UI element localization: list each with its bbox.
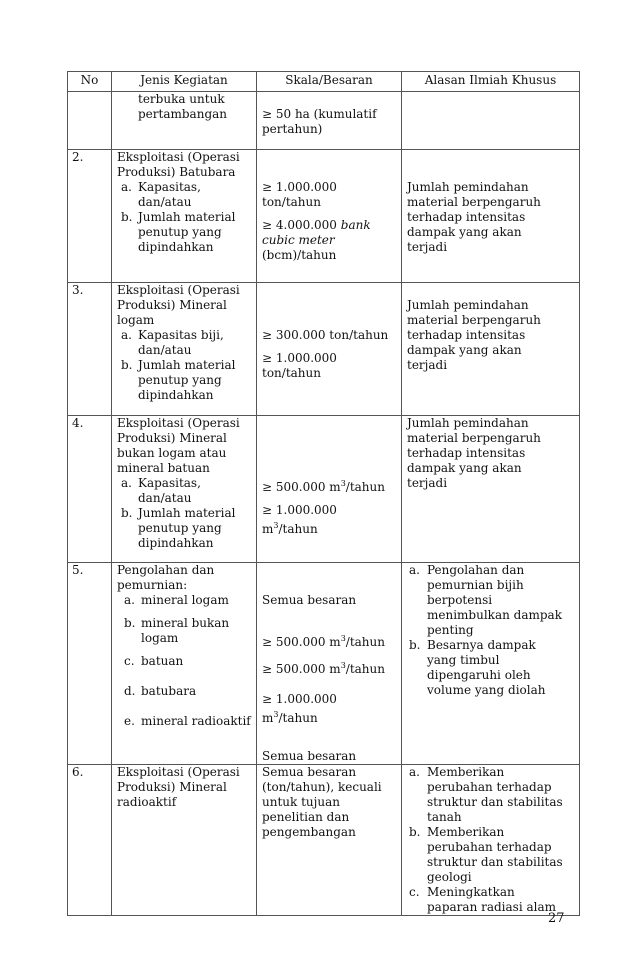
row-number: 2. bbox=[68, 150, 112, 283]
text-line: pertambangan bbox=[138, 107, 228, 121]
text-line: dipengaruhi oleh bbox=[427, 668, 531, 682]
text-line: perubahan terhadap bbox=[427, 840, 552, 854]
row-number: 4. bbox=[68, 416, 112, 563]
skala-cell bbox=[257, 92, 402, 150]
text-line: Semua besaran bbox=[262, 765, 357, 779]
skala-cell bbox=[257, 416, 402, 563]
list-item: c. Meningkatkan bbox=[409, 885, 515, 899]
row-number: 3. bbox=[68, 283, 112, 416]
alasan-cell bbox=[402, 563, 580, 765]
text-line: geologi bbox=[427, 870, 472, 884]
text-line: material berpengaruh bbox=[407, 313, 541, 327]
text-line: Produksi) Batubara bbox=[117, 165, 236, 179]
jenis-cell bbox=[112, 416, 257, 563]
header-skala-besaran: Skala/Besaran bbox=[257, 72, 402, 92]
text-line: Semua besaran bbox=[262, 749, 357, 763]
text-line: material berpengaruh bbox=[407, 195, 541, 209]
text-line: dan/atau bbox=[138, 195, 192, 209]
text-line: penutup yang bbox=[138, 373, 222, 387]
text-line: terbuka untuk bbox=[138, 92, 225, 106]
text-line: berpotensi bbox=[427, 593, 493, 607]
text-line: ≥ 1.000.000 bbox=[262, 351, 337, 365]
alasan-cell bbox=[402, 283, 580, 416]
text-line: ≥ 300.000 ton/tahun bbox=[262, 328, 389, 342]
table-row bbox=[68, 92, 580, 150]
text-line: penutup yang bbox=[138, 521, 222, 535]
text-line: Semua besaran bbox=[262, 593, 357, 607]
table-row bbox=[68, 765, 580, 916]
text-line: Eksploitasi (Operasi bbox=[117, 765, 240, 779]
skala-cell bbox=[257, 283, 402, 416]
list-item: a. Pengolahan dan bbox=[409, 563, 525, 577]
text-line: terhadap intensitas bbox=[407, 328, 526, 342]
text-line: logam bbox=[117, 313, 155, 327]
table-row bbox=[68, 416, 580, 563]
text-line: ≥ 500.000 $m^3$/tahun bbox=[262, 661, 385, 676]
list-item: d. batubara bbox=[124, 684, 197, 698]
alasan-cell bbox=[402, 416, 580, 563]
activity-table bbox=[67, 71, 580, 916]
text-line: material berpengaruh bbox=[407, 431, 541, 445]
table-header-row bbox=[68, 72, 580, 92]
text-line: Produksi) Mineral bbox=[117, 780, 227, 794]
skala-cell bbox=[257, 150, 402, 283]
text-line: ≥ 500.000 $m^3$/tahun bbox=[262, 479, 385, 494]
page-number: 27 bbox=[548, 911, 565, 926]
text-line: Eksploitasi (Operasi bbox=[117, 416, 240, 430]
text-line: tanah bbox=[427, 810, 462, 824]
list-item: a. Memberikan bbox=[409, 765, 505, 779]
text-line: penutup yang bbox=[138, 225, 222, 239]
text-line: Jumlah pemindahan bbox=[407, 180, 529, 194]
text-line: ≥ 1.000.000 $m^3$/tahun bbox=[262, 503, 337, 536]
text-line: ton/tahun bbox=[262, 366, 321, 380]
text-line: pengembangan bbox=[262, 825, 356, 839]
jenis-cell bbox=[112, 283, 257, 416]
text-line: Eksploitasi (Operasi bbox=[117, 150, 240, 164]
text-line: radioaktif bbox=[117, 795, 177, 809]
text-line: ≥ 500.000 $m^3$/tahun bbox=[262, 634, 385, 649]
list-item: e. mineral radioaktif bbox=[124, 714, 251, 728]
list-item: a. mineral logam bbox=[124, 593, 229, 607]
text-line: penelitian dan bbox=[262, 810, 350, 824]
list-item: c. batuan bbox=[124, 654, 184, 668]
table-row bbox=[68, 150, 580, 283]
text-line: cubic meter bbox=[262, 233, 335, 247]
skala-cell bbox=[257, 765, 402, 916]
list-item: b. Memberikan bbox=[409, 825, 505, 839]
text-line: logam bbox=[141, 631, 179, 645]
list-item: b. Jumlah material bbox=[121, 506, 236, 520]
list-item: b. Jumlah material bbox=[121, 210, 236, 224]
alasan-cell bbox=[402, 765, 580, 916]
text-line: pertahun) bbox=[262, 122, 323, 136]
jenis-cell bbox=[112, 150, 257, 283]
text-line: terjadi bbox=[407, 476, 448, 490]
text-line: dampak yang akan bbox=[407, 225, 522, 239]
text-line: dan/atau bbox=[138, 491, 192, 505]
text-line: Jumlah pemindahan bbox=[407, 416, 529, 430]
text-line: bukan logam atau bbox=[117, 446, 227, 460]
jenis-cell bbox=[112, 563, 257, 765]
text-line: pemurnian bijih bbox=[427, 578, 524, 592]
text-line: dampak yang akan bbox=[407, 461, 522, 475]
table-row bbox=[68, 563, 580, 765]
table-row bbox=[68, 283, 580, 416]
row-number: 5. bbox=[68, 563, 112, 765]
text-line: Jumlah pemindahan bbox=[407, 298, 529, 312]
text-line: (bcm)/tahun bbox=[262, 248, 337, 262]
text-line: dipindahkan bbox=[138, 388, 214, 402]
header-alasan-ilmiah: Alasan Ilmiah Khusus bbox=[402, 72, 580, 92]
text-line: (ton/tahun), kecuali bbox=[262, 780, 382, 794]
text-line: dipindahkan bbox=[138, 240, 214, 254]
text-line: terhadap intensitas bbox=[407, 446, 526, 460]
text-line: menimbulkan dampak bbox=[427, 608, 562, 622]
text-line: mineral batuan bbox=[117, 461, 210, 475]
list-item: b. mineral bukan bbox=[124, 616, 230, 630]
row-number: 6. bbox=[68, 765, 112, 916]
row-number-cell bbox=[68, 92, 112, 150]
alasan-cell bbox=[402, 92, 580, 150]
text-line: struktur dan stabilitas bbox=[427, 855, 563, 869]
jenis-cell bbox=[112, 92, 257, 150]
list-item: b. Besarnya dampak bbox=[409, 638, 536, 652]
text-line: terhadap intensitas bbox=[407, 210, 526, 224]
text-line: Eksploitasi (Operasi bbox=[117, 283, 240, 297]
header-jenis-kegiatan: Jenis Kegiatan bbox=[112, 72, 257, 92]
text-line: Pengolahan dan bbox=[117, 563, 215, 577]
text-line: paparan radiasi alam bbox=[427, 900, 557, 914]
text-line: yang timbul bbox=[427, 653, 500, 667]
text-line: dan/atau bbox=[138, 343, 192, 357]
text-line: penting bbox=[427, 623, 474, 637]
header-no: No bbox=[68, 72, 112, 92]
text-line: Produksi) Mineral bbox=[117, 298, 227, 312]
text-line: ≥ 50 ha (kumulatif bbox=[262, 107, 377, 121]
text-line: terjadi bbox=[407, 358, 448, 372]
text-line: pemurnian: bbox=[117, 578, 188, 592]
list-item: a. Kapasitas biji, bbox=[121, 328, 224, 342]
text-line: perubahan terhadap bbox=[427, 780, 552, 794]
list-item: a. Kapasitas, bbox=[121, 476, 201, 490]
text-line: ≥ 1.000.000 $m^3$/tahun bbox=[262, 692, 337, 725]
text-line: untuk tujuan bbox=[262, 795, 340, 809]
jenis-cell bbox=[112, 765, 257, 916]
text-line: terjadi bbox=[407, 240, 448, 254]
text-line: dipindahkan bbox=[138, 536, 214, 550]
skala-cell bbox=[257, 563, 402, 765]
text-line: ton/tahun bbox=[262, 195, 321, 209]
text-line: dampak yang akan bbox=[407, 343, 522, 357]
alasan-cell bbox=[402, 150, 580, 283]
list-item: b. Jumlah material bbox=[121, 358, 236, 372]
text-line: volume yang diolah bbox=[427, 683, 546, 697]
text-line: ≥ 1.000.000 bbox=[262, 180, 337, 194]
text-line: struktur dan stabilitas bbox=[427, 795, 563, 809]
list-item: a. Kapasitas, bbox=[121, 180, 201, 194]
text-line: Produksi) Mineral bbox=[117, 431, 227, 445]
text-line: ≥ 4.000.000 bank bbox=[262, 218, 371, 232]
